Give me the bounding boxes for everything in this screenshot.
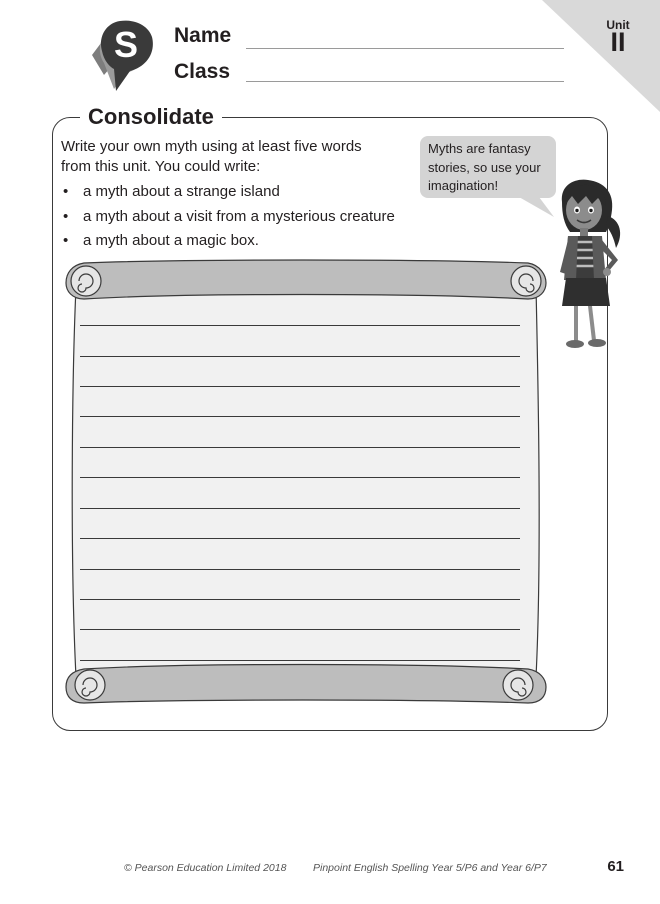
writing-line[interactable]	[80, 356, 520, 357]
writing-line[interactable]	[80, 508, 520, 509]
instructions	[61, 137, 421, 177]
writing-line[interactable]	[80, 660, 520, 661]
class-write-line[interactable]	[246, 81, 564, 82]
bullet-icon: •	[63, 232, 69, 249]
bullet-icon: •	[63, 183, 69, 200]
list-item: • a myth about a strange island	[61, 180, 395, 205]
spelling-logo-icon	[86, 17, 158, 93]
writing-line[interactable]	[80, 416, 520, 417]
bubble-line-3: imagination!	[428, 178, 499, 193]
writing-line[interactable]	[80, 477, 520, 478]
writing-line[interactable]	[80, 599, 520, 600]
instructions-line-1: Write your own myth using at least five words	[61, 138, 362, 155]
bubble-line-1: Myths are fantasy	[428, 141, 531, 156]
footer-copyright: © Pearson Education Limited 2018	[124, 862, 287, 874]
name-write-line[interactable]	[246, 48, 564, 49]
unit-label: Unit	[606, 18, 630, 32]
class-label: Class	[174, 60, 231, 83]
speech-bubble	[420, 136, 556, 198]
name-label: Name	[174, 24, 232, 47]
bubble-line-2: stories, so use your	[428, 159, 541, 175]
writing-line[interactable]	[80, 538, 520, 539]
footer-book-title: Pinpoint English Spelling Year 5/P6 and Year 6/P7	[313, 862, 547, 874]
writing-line[interactable]	[80, 325, 520, 326]
suggestion-list	[61, 180, 395, 254]
list-item: • a myth about a visit from a mysterious creature	[61, 205, 395, 230]
list-item: • a myth about a magic box.	[61, 229, 395, 254]
writing-line[interactable]	[80, 629, 520, 630]
logo-letter: S	[113, 24, 139, 65]
unit-number: II	[610, 27, 626, 57]
bullet-icon: •	[63, 207, 69, 225]
page-number: 61	[607, 858, 624, 875]
instructions-line-2: from this unit. You could write:	[61, 158, 261, 175]
consolidate-heading: Consolidate	[80, 104, 222, 130]
writing-line[interactable]	[80, 386, 520, 387]
girl-character-icon	[548, 176, 630, 352]
writing-line[interactable]	[80, 447, 520, 448]
writing-line[interactable]	[80, 569, 520, 570]
